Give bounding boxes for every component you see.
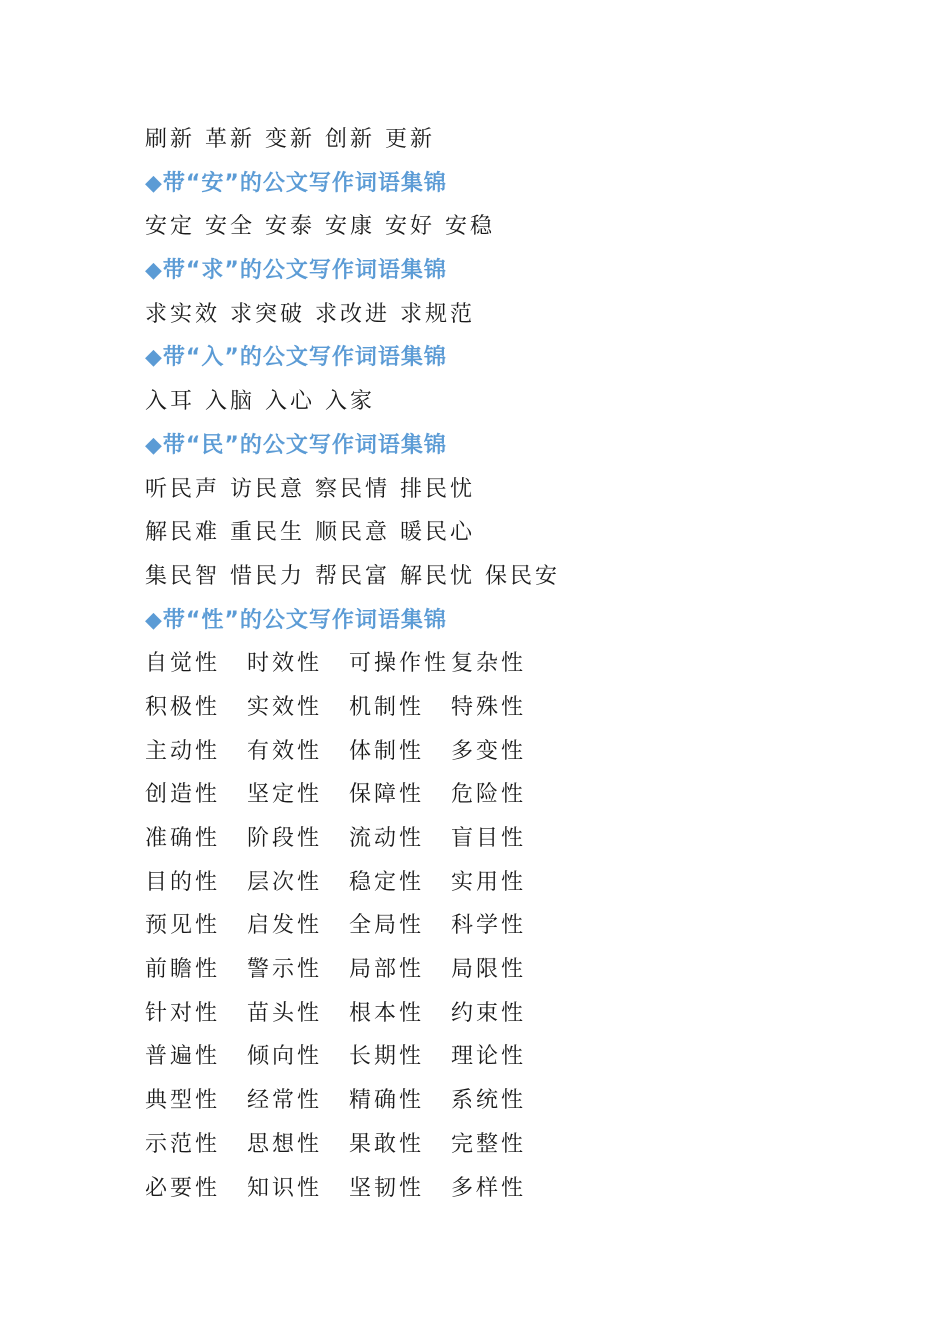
word-cell: 局部性	[349, 957, 425, 983]
heading-text: 带“求”的公文写作词语集锦	[162, 258, 447, 284]
word-grid-row	[145, 1167, 845, 1211]
diamond-bullet-icon: ◆	[145, 432, 163, 458]
word-cell: 复杂性	[451, 651, 527, 677]
word-grid-row	[145, 730, 845, 774]
diamond-bullet-icon: ◆	[145, 607, 163, 633]
word-grid-row	[145, 1079, 845, 1123]
text-line: 刷新 革新 变新 创新 更新	[145, 127, 435, 152]
word-cell: 全局性	[349, 913, 425, 939]
word-cell: 启发性	[247, 913, 323, 939]
text-line: 解民难 重民生 顺民意 暖民心	[145, 520, 475, 546]
word-cell: 盲目性	[451, 826, 527, 851]
word-cell: 精确性	[349, 1088, 425, 1114]
word-cell: 自觉性	[145, 651, 221, 677]
word-cell: 科学性	[451, 913, 527, 939]
section-heading-an	[145, 162, 845, 206]
heading-text: 带“性”的公文写作词语集锦	[162, 607, 447, 633]
section-heading-min	[145, 424, 845, 468]
document-page	[145, 118, 845, 1210]
word-cell: 机制性	[349, 694, 425, 720]
diamond-bullet-icon: ◆	[145, 345, 163, 371]
word-grid-row	[145, 1035, 845, 1079]
word-cell: 针对性	[145, 1000, 221, 1026]
word-cell: 根本性	[349, 1000, 425, 1026]
word-cell: 流动性	[349, 826, 425, 851]
word-cell: 倾向性	[247, 1044, 323, 1070]
heading-text: 带“民”的公文写作词语集锦	[162, 432, 447, 458]
word-cell: 时效性	[247, 651, 323, 677]
word-cell: 示范性	[145, 1131, 221, 1157]
xing-word-grid	[145, 642, 845, 1210]
word-cell: 约束性	[451, 1000, 527, 1026]
word-cell: 目的性	[145, 869, 221, 895]
word-cell: 完整性	[451, 1131, 527, 1157]
word-cell: 理论性	[451, 1044, 527, 1070]
word-grid-row	[145, 773, 845, 817]
word-cell: 准确性	[145, 826, 221, 851]
word-grid-row	[145, 948, 845, 992]
word-cell: 预见性	[145, 913, 221, 939]
word-cell: 稳定性	[349, 869, 425, 895]
word-grid-row	[145, 904, 845, 948]
word-cell: 实效性	[247, 694, 323, 720]
word-cell: 思想性	[247, 1131, 323, 1157]
heading-text: 带“安”的公文写作词语集锦	[162, 170, 447, 196]
text-line: 听民声 访民意 察民情 排民忧	[145, 476, 475, 502]
word-cell: 坚韧性	[349, 1175, 425, 1201]
word-cell: 系统性	[451, 1088, 527, 1114]
word-grid-row	[145, 1123, 845, 1167]
word-cell: 坚定性	[247, 782, 323, 808]
word-grid-row	[145, 686, 845, 730]
word-cell: 可操作性	[349, 651, 450, 677]
word-cell: 主动性	[145, 738, 221, 764]
word-cell: 多样性	[451, 1175, 527, 1201]
text-line: 入耳 入脑 入心 入家	[145, 389, 375, 415]
word-cell: 多变性	[451, 738, 527, 764]
word-cell: 警示性	[247, 957, 323, 983]
word-cell: 阶段性	[247, 826, 323, 851]
word-cell: 普遍性	[145, 1044, 221, 1070]
text-line: 安定 安全 安泰 安康 安好 安稳	[145, 214, 495, 240]
diamond-bullet-icon: ◆	[145, 170, 163, 196]
word-cell: 必要性	[145, 1175, 221, 1201]
diamond-bullet-icon: ◆	[145, 258, 163, 284]
word-cell: 有效性	[247, 738, 323, 764]
word-cell: 局限性	[451, 957, 527, 983]
word-cell: 层次性	[247, 869, 323, 895]
word-cell: 特殊性	[451, 694, 527, 720]
word-cell: 积极性	[145, 694, 221, 720]
word-grid-row	[145, 817, 845, 861]
section-heading-ru	[145, 336, 845, 380]
text-line: 求实效 求突破 求改进 求规范	[145, 301, 475, 327]
word-cell: 长期性	[349, 1044, 425, 1070]
heading-text: 带“入”的公文写作词语集锦	[162, 345, 447, 371]
word-cell: 知识性	[247, 1175, 323, 1201]
word-cell: 苗头性	[247, 1000, 323, 1026]
word-cell: 体制性	[349, 738, 425, 764]
word-cell: 创造性	[145, 782, 221, 808]
section-heading-xing	[145, 599, 845, 643]
word-grid-row	[145, 642, 845, 686]
word-cell: 实用性	[451, 869, 527, 895]
word-grid-row	[145, 861, 845, 905]
word-cell: 危险性	[451, 782, 527, 808]
word-cell: 经常性	[247, 1088, 323, 1114]
text-line: 集民智 惜民力 帮民富 解民忧 保民安	[145, 563, 560, 589]
section-heading-qiu	[145, 249, 845, 293]
word-cell: 果敢性	[349, 1131, 425, 1157]
word-cell: 典型性	[145, 1088, 221, 1114]
word-grid-row	[145, 992, 845, 1036]
word-cell: 前瞻性	[145, 957, 221, 983]
word-cell: 保障性	[349, 782, 425, 808]
